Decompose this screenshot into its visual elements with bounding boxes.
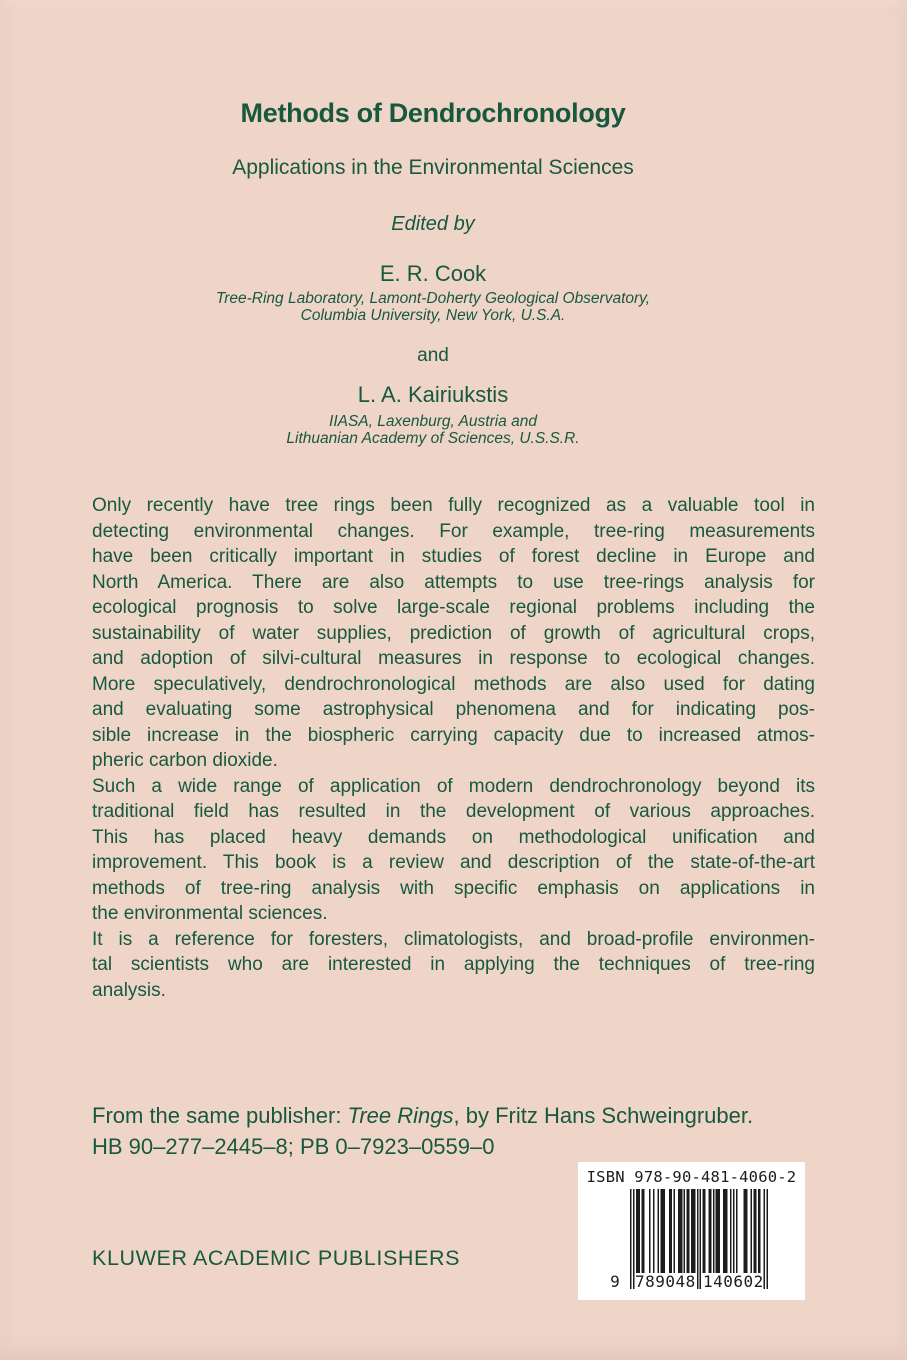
isbn-label: ISBN 978-90-481-4060-2 bbox=[586, 1168, 797, 1186]
barcode-digit-leading: 9 bbox=[610, 1272, 620, 1291]
blurb-line: sustainability of water supplies, prediction of growth of agricultural crops, bbox=[92, 622, 815, 644]
book-subtitle: Applications in the Environmental Sciences bbox=[232, 156, 634, 179]
editors-conjunction: and bbox=[417, 345, 449, 366]
editor-cook-affiliation-line-2: Columbia University, New York, U.S.A. bbox=[300, 307, 566, 324]
blurb-line: traditional field has resulted in the development of various approaches. bbox=[92, 801, 815, 822]
cover-header bbox=[70, 0, 796, 447]
blurb-line: pheric carbon dioxide. bbox=[92, 750, 278, 771]
blurb-line: ecological prognosis to solve large-scale regional problems including the bbox=[92, 597, 815, 618]
blurb-line: North America. There are also attempts to use tree-rings analysis for bbox=[92, 571, 815, 593]
blurb-line: and evaluating some astrophysical phenomena and for indicating pos- bbox=[92, 699, 815, 720]
publisher-imprint: KLUWER ACADEMIC PUBLISHERS bbox=[92, 1246, 461, 1270]
editor-name-kairiukstis: L. A. Kairiukstis bbox=[357, 382, 509, 407]
blurb-line: methods of tree-ring analysis with specific emphasis on applications in bbox=[92, 877, 815, 899]
barcode-digits-left-group: 789048 bbox=[635, 1272, 696, 1291]
blurb-line: detecting environmental changes. For example, tree-ring measurements bbox=[92, 520, 815, 542]
related-book-title: Tree Rings bbox=[347, 1103, 454, 1128]
blurb-line: This has placed heavy demands on methodological unification and bbox=[92, 826, 815, 848]
blurb-line: analysis. bbox=[92, 979, 166, 1001]
blurb-line: Such a wide range of application of modern dendrochronology beyond its bbox=[92, 775, 815, 797]
blurb-line: improvement. This book is a review and description of the state-of-the-art bbox=[92, 852, 815, 873]
publisher-note-prefix: From the same publisher: bbox=[92, 1103, 348, 1128]
editor-kairiukstis-affiliation-line-2: Lithuanian Academy of Sciences, U.S.S.R. bbox=[286, 430, 580, 447]
barcode-digits-right-group: 140602 bbox=[703, 1272, 764, 1291]
publisher-note-line-1 bbox=[92, 1100, 832, 1131]
publisher-note bbox=[92, 1100, 832, 1162]
blurb-line: More speculatively, dendrochronological methods are also used for dating bbox=[92, 673, 815, 695]
isbn-binding-line: HB 90–277–2445–8; PB 0–7923–0559–0 bbox=[92, 1134, 495, 1159]
blurb-line: have been critically important in studies of forest decline in Europe and bbox=[92, 546, 815, 567]
blurb-line: tal scientists who are interested in applying the techniques of tree-ring bbox=[92, 954, 815, 975]
back-cover-blurb bbox=[92, 493, 815, 1003]
editor-name-cook: E. R. Cook bbox=[379, 261, 487, 286]
publisher-note-suffix: , by Fritz Hans Schweingruber. bbox=[453, 1103, 754, 1128]
isbn-barcode-box bbox=[578, 1162, 805, 1300]
editor-kairiukstis-affiliation-line-1: IIASA, Laxenburg, Austria and bbox=[329, 413, 537, 430]
blurb-line: It is a reference for foresters, climatologists, and broad-profile environmen- bbox=[92, 928, 815, 950]
blurb-line: Only recently have tree rings been fully recognized as a valuable tool in bbox=[92, 495, 815, 516]
book-title: Methods of Dendrochronology bbox=[240, 98, 626, 128]
editor-cook-affiliation-line-1: Tree-Ring Laboratory, Lamont-Doherty Geological Observatory, bbox=[215, 290, 651, 307]
blurb-line: and adoption of silvi-cultural measures in response to ecological changes. bbox=[92, 648, 815, 669]
blurb-line: sible increase in the biospheric carrying capacity due to increased atmos- bbox=[92, 724, 815, 746]
edited-by-label: Edited by bbox=[391, 213, 475, 235]
blurb-line: the environmental sciences. bbox=[92, 903, 328, 924]
